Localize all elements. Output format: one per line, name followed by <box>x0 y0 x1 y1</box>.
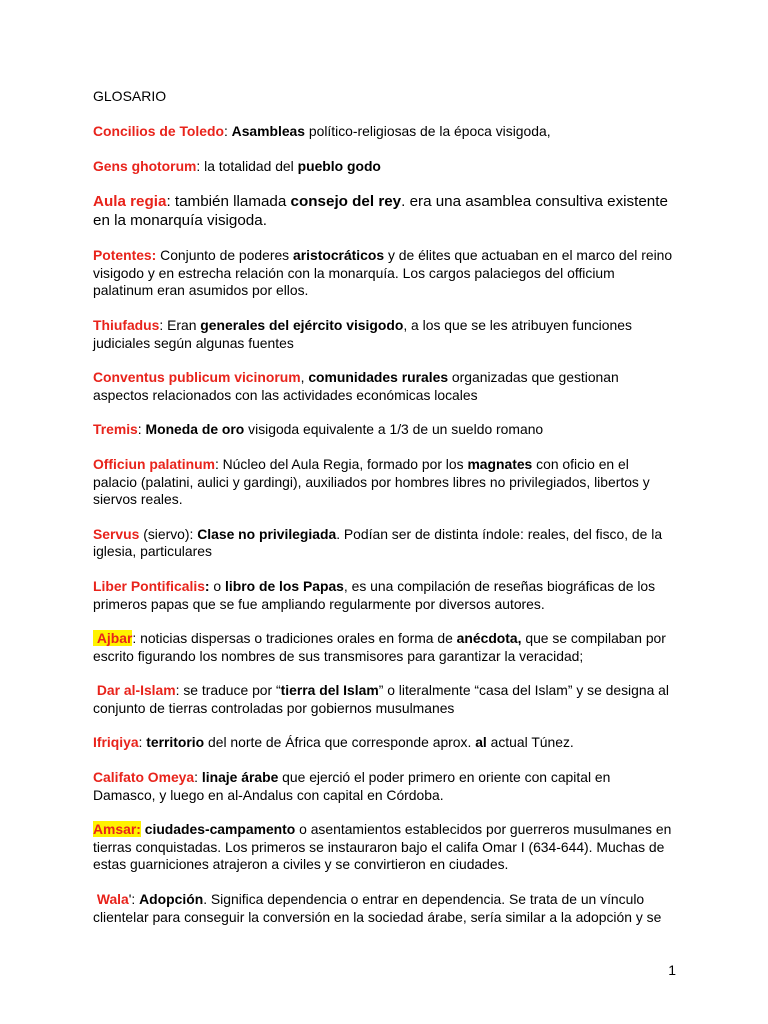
glossary-term: Tremis <box>93 421 138 438</box>
definition-text: actual Túnez. <box>486 734 574 751</box>
glossary-term: Officiun palatinum <box>93 455 215 472</box>
definition-bold-text: generales del ejército visigodo <box>200 316 404 333</box>
glossary-term: Servus <box>93 525 140 542</box>
definition-bold-text: Asambleas <box>231 123 306 139</box>
definition-text: con oficio en el palacio (palatini, aulici y gardingi), auxiliados por hombres libres no privilegiados, libertos y siervos reales. <box>93 455 650 508</box>
definition-text: del norte de África que corresponde aprox. <box>204 734 476 751</box>
glossary-entry-servus <box>93 526 676 561</box>
definition-text: : <box>194 769 202 786</box>
glossary-term: Califato Omeya <box>93 769 195 786</box>
definition-bold-text: magnates <box>467 455 533 472</box>
glossary-entry-potentes <box>93 247 676 300</box>
definition-bold-text: : <box>204 577 210 594</box>
glossary-entry-liber <box>93 578 676 613</box>
glossary-entry-aula <box>93 192 676 230</box>
glossary-entry-gens <box>93 158 676 176</box>
glossary-entry-amsar <box>93 821 676 874</box>
glossary-term: Ajbar <box>93 630 133 647</box>
definition-text: . Podían ser de distinta índole: reales, del fisco, de la iglesia, particulares <box>93 525 663 560</box>
definition-text: . Significa dependencia o entrar en dependencia. Se trata de un vínculo clientelar para conseguir la conversión en la sociedad árabe, sería similar a la adopción y se <box>93 891 662 925</box>
glossary-entry-dar <box>93 682 676 717</box>
definition-bold-text: territorio <box>146 734 205 751</box>
glossary-entry-officiun <box>93 456 676 509</box>
glossary-term: Ifriqiya <box>93 734 139 751</box>
definition-text: : se traduce por “ <box>175 682 281 699</box>
definition-text: : también llamada <box>166 193 291 211</box>
definition-bold-text: linaje árabe <box>201 769 279 786</box>
definition-bold-text: tierra del Islam <box>280 682 379 699</box>
glossary-entry-ifriqiya <box>93 734 676 752</box>
definition-text: ': <box>128 891 140 908</box>
definition-text: : la totalidad del <box>196 157 298 174</box>
definition-bold-text: consejo del rey <box>290 193 402 211</box>
glossary-entry-tremis <box>93 421 676 439</box>
glossary-entry-califato <box>93 769 676 804</box>
definition-text: ” o literalmente “casa del Islam” y se designa al conjunto de tierras controladas por gobiernos musulmanes <box>93 682 669 716</box>
definition-text: , <box>300 369 309 386</box>
definition-bold-text: Adopción <box>139 891 204 908</box>
definition-text: : Núcleo del Aula Regia, formado por los <box>214 455 468 472</box>
glossary-entry-ajbar <box>93 630 676 665</box>
definition-text: que se compilaban por escrito figurando los nombres de sus transmisores para garantizar la veracidad; <box>93 630 666 664</box>
page-number: 1 <box>668 962 676 978</box>
definition-text: visigoda equivalente a 1/3 de un sueldo romano <box>244 421 544 438</box>
definition-bold-text: comunidades rurales <box>308 369 449 386</box>
definition-text: que ejerció el poder primero en oriente con capital en Damasco, y luego en al-Andalus con capital en Córdoba. <box>93 769 611 803</box>
glossary-term: Gens ghotorum <box>93 157 197 174</box>
definition-bold-text: aristocráticos <box>293 247 385 264</box>
definition-bold-text: anécdota, <box>456 630 522 647</box>
document-title: GLOSARIO <box>93 88 167 104</box>
definition-text: o <box>209 577 226 594</box>
glossary-term: Potentes: <box>93 247 157 264</box>
definition-text: político-religiosas de la época visigoda, <box>305 123 551 139</box>
definition-text: , a los que se les atribuyen funciones judiciales según algunas fuentes <box>93 316 632 351</box>
definition-text: organizadas que gestionan aspectos relacionados con las actividades económicas locales <box>93 369 619 403</box>
definition-bold-text: libro de los Papas <box>225 577 344 594</box>
definition-text: (siervo): <box>139 525 198 542</box>
definition-text: Conjunto de poderes <box>156 247 293 264</box>
definition-text: : <box>137 421 146 438</box>
definition-bold-text: Clase no privilegiada <box>197 525 337 542</box>
definition-text: : <box>223 123 232 139</box>
glossary-term: Amsar: <box>93 821 141 838</box>
definition-text: , es una compilación de reseñas biográficas de los primeros papas que se fue ampliando regularmente por diversos autores. <box>93 577 656 612</box>
glossary-term: Wala <box>96 891 129 908</box>
glossary-term: Conventus publicum vicinorum <box>93 369 301 386</box>
glossary-list <box>93 123 676 926</box>
definition-bold-text: ciudades-campamento <box>144 821 296 838</box>
glossary-term: Concilios de Toledo <box>93 123 224 139</box>
definition-text: : noticias dispersas o tradiciones orales en forma de <box>132 630 457 647</box>
definition-bold-text: al <box>475 734 487 751</box>
definition-text: . era una asamblea consultiva existente en la monarquía visigoda. <box>93 193 668 230</box>
definition-text: : Eran <box>159 316 201 333</box>
glossary-term: Dar al-Islam <box>96 682 176 699</box>
glossary-term: Thiufadus <box>93 316 160 333</box>
definition-bold-text: pueblo godo <box>297 157 381 174</box>
glossary-entry-conventus <box>93 369 676 404</box>
glossary-term: Liber Pontificalis <box>93 577 205 594</box>
glossary-entry-wala <box>93 891 676 926</box>
definition-text: : <box>138 734 147 751</box>
definition-text: y de élites que actuaban en el marco del reino visigodo y en estrecha relación con la monarquía. Los cargos palaciegos del officium palatinum eran asumidos por ellos. <box>93 247 673 299</box>
glossary-entry-thiufadus <box>93 317 676 352</box>
definition-text: o asentamientos establecidos por guerreros musulmanes en tierras conquistadas. Los primeros se instauraron bajo el califa Omar I (634-644). Muchas de estas guarniciones atrajeron a civiles y se convirtieron en ciudades. <box>93 821 672 873</box>
glossary-term: Aula regia <box>93 193 167 211</box>
glossary-entry-concilios <box>93 123 676 141</box>
definition-bold-text: Moneda de oro <box>145 421 245 438</box>
